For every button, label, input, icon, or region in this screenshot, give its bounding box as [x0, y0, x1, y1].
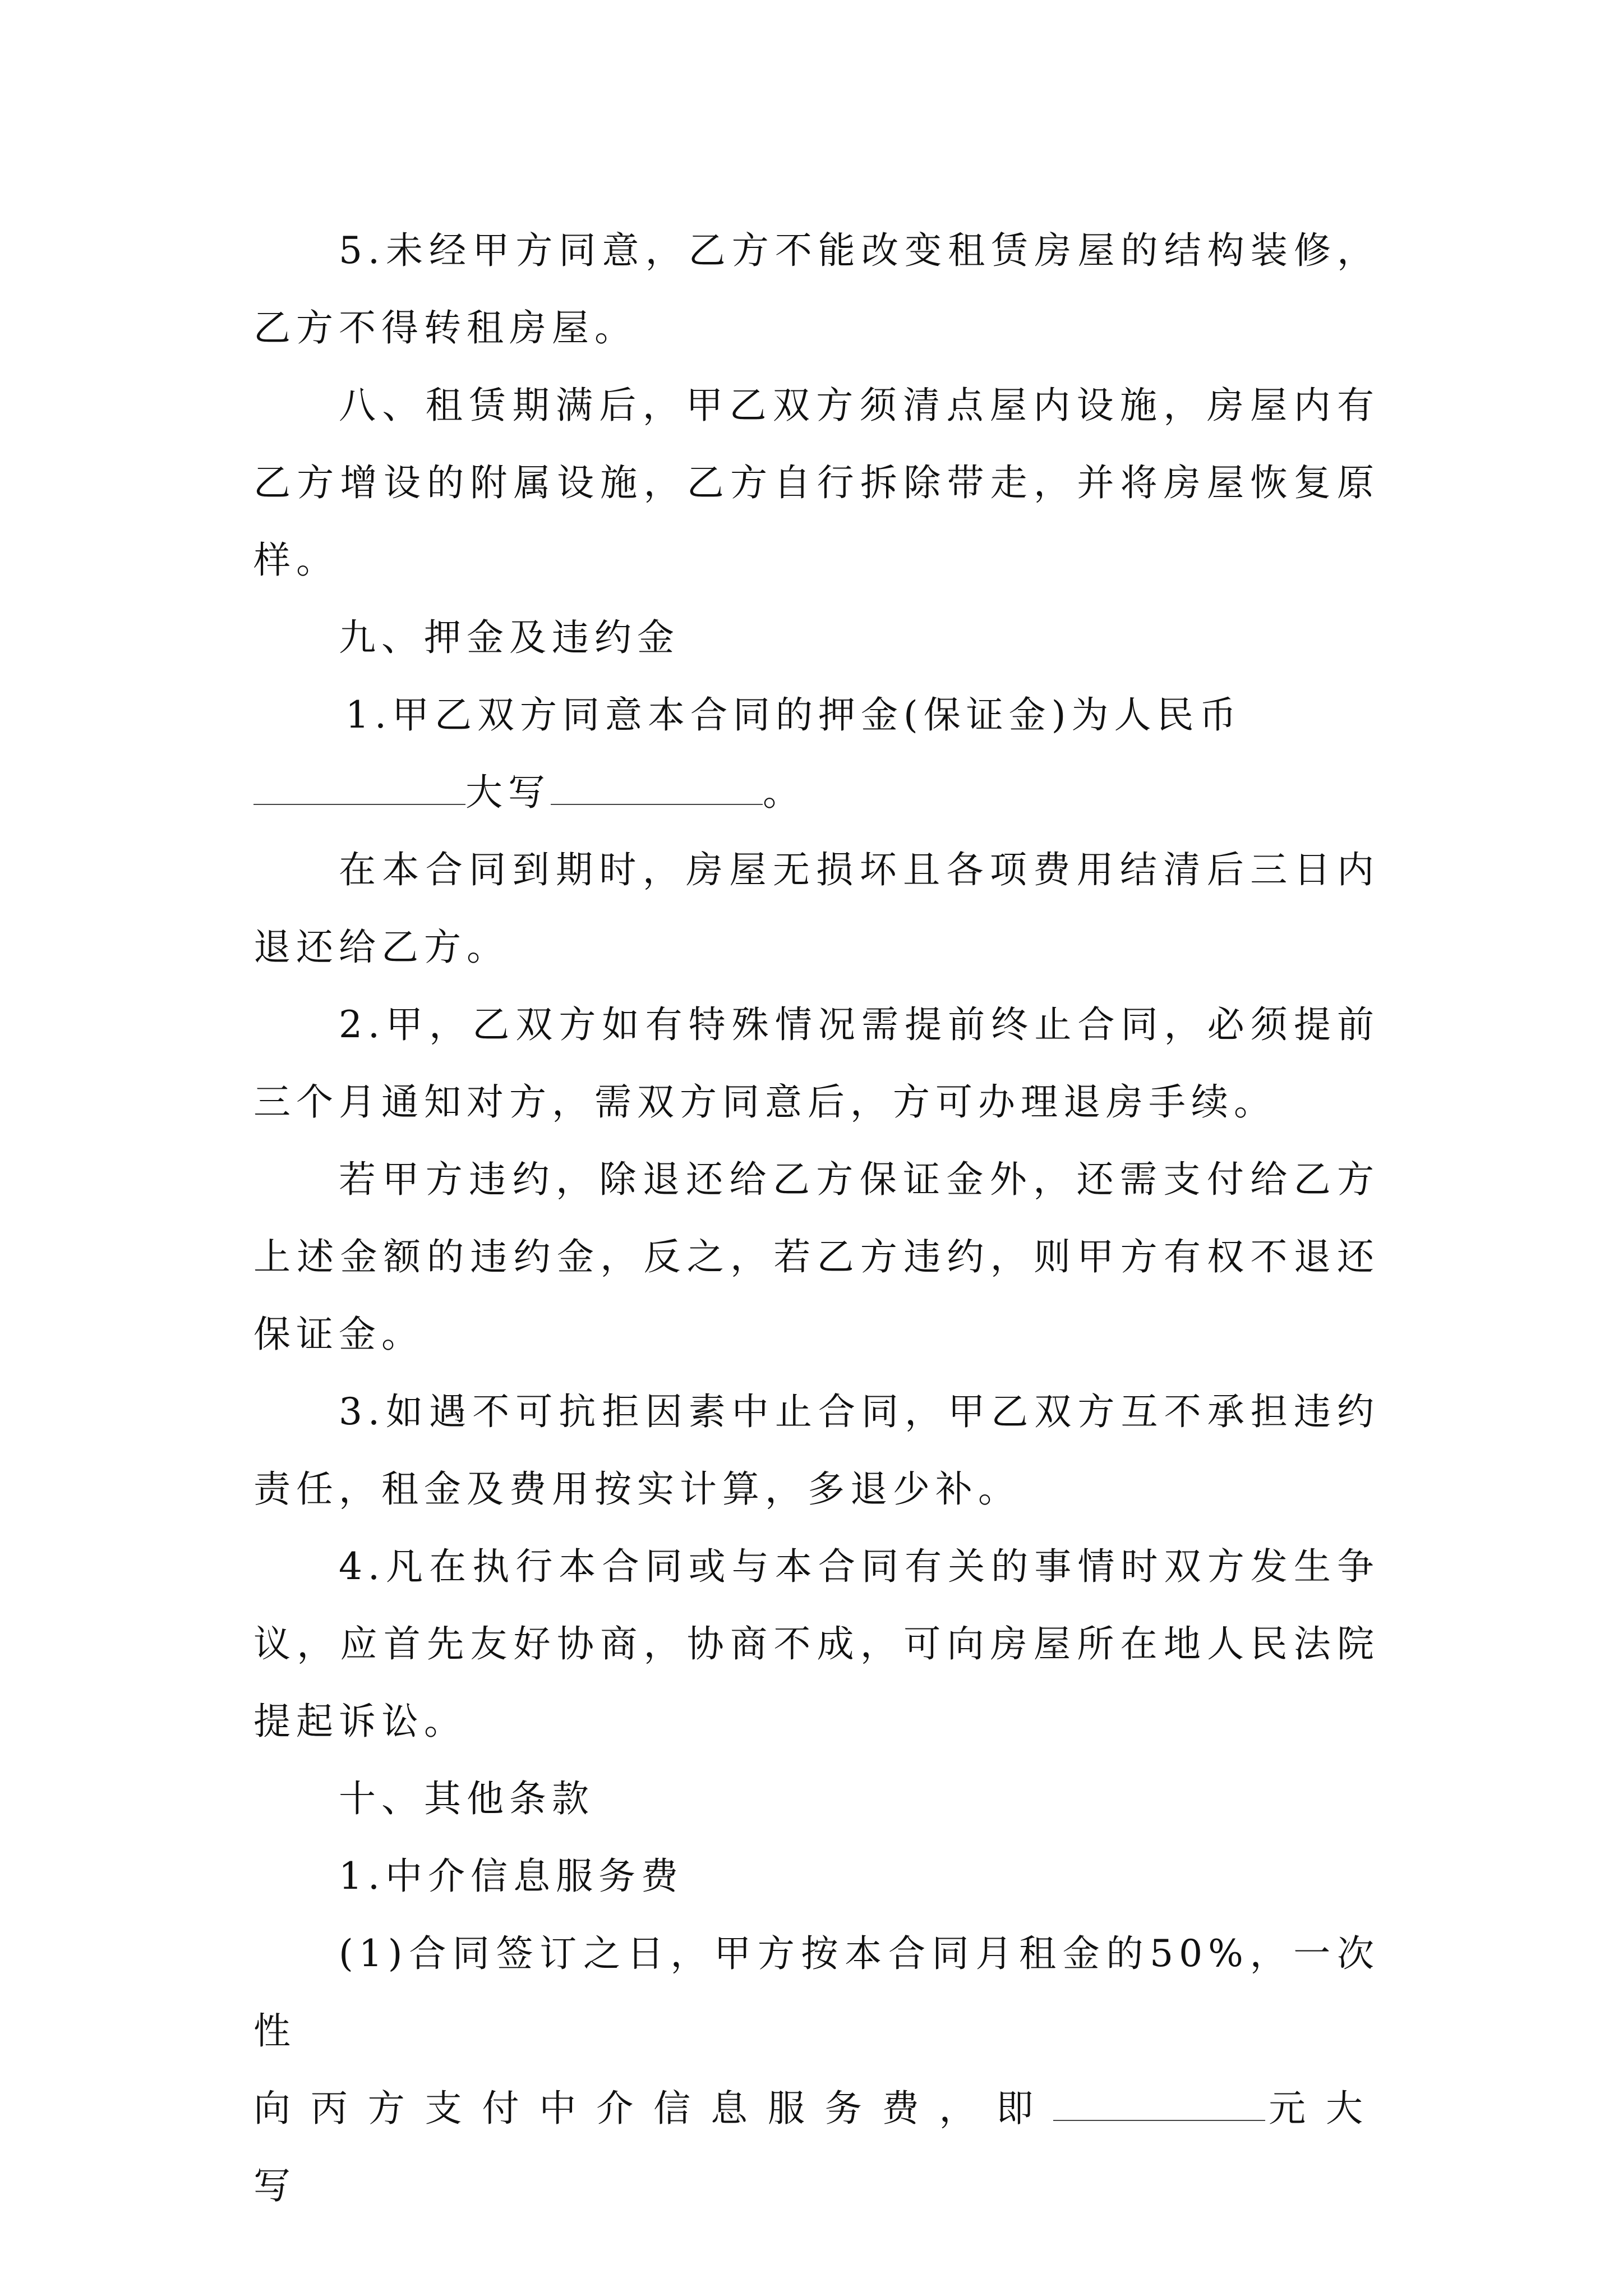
- clause-8: 八、租赁期满后，甲乙双方须清点屋内设施，房屋内有乙方增设的附属设施，乙方自行拆除带走，并将房屋恢复原样。: [253, 384, 1380, 582]
- deposit-capital-blank: [551, 771, 763, 805]
- clause-9-2: 2.甲，乙双方如有特殊情况需提前终止合同，必须提前三个月通知对方，需双方同意后，方可办理退房手续。: [253, 1003, 1380, 1124]
- clause-9-3: 3.如遇不可抗拒因素中止合同，甲乙双方互不承担违约责任，租金及费用按实计算，多退少补。: [253, 1390, 1380, 1511]
- document-body: [253, 212, 1380, 2225]
- clause-9-1-end: 。: [763, 771, 805, 814]
- clause-9-1: [253, 677, 1380, 831]
- clause-9-1-text: 1.甲乙双方同意本合同的押金(保证金)为人民币: [345, 693, 1242, 737]
- clause-9-1-capital-label: 大写: [465, 771, 551, 814]
- clause-9-4: 4.凡在执行本合同或与本合同有关的事情时双方发生争议，应首先友好协商，协商不成，可向房屋所在地人民法院提起诉讼。: [253, 1545, 1380, 1743]
- clause-10-1-1-text-2: 向丙方支付中介信息服务费，即: [253, 2087, 1054, 2130]
- service-fee-blank: [1053, 2087, 1265, 2121]
- clause-10-1-1-text: (1)合同签订之日，甲方按本合同月租金的50%，一次性: [253, 1932, 1380, 2053]
- section-heading-10: 十、其他条款: [339, 1777, 594, 1820]
- clause-10-1-1-capital-label: 元大写: [253, 2087, 1380, 2207]
- clause-7-5: 5.未经甲方同意，乙方不能改变租赁房屋的结构装修，乙方不得转租房屋。: [253, 229, 1380, 349]
- clause-10-1-title: 1.中介信息服务费: [339, 1855, 684, 1898]
- section-heading-9: 九、押金及违约金: [339, 616, 680, 659]
- clause-9-2-breach: 若甲方违约，除退还给乙方保证金外，还需支付给乙方上述金额的违约金，反之，若乙方违约，则甲方有权不退还保证金。: [253, 1158, 1380, 1356]
- clause-9-1-refund: 在本合同到期时，房屋无损坏且各项费用结清后三日内退还给乙方。: [253, 848, 1380, 969]
- clause-10-1-1: [253, 1915, 1380, 2225]
- deposit-amount-blank: [253, 771, 465, 805]
